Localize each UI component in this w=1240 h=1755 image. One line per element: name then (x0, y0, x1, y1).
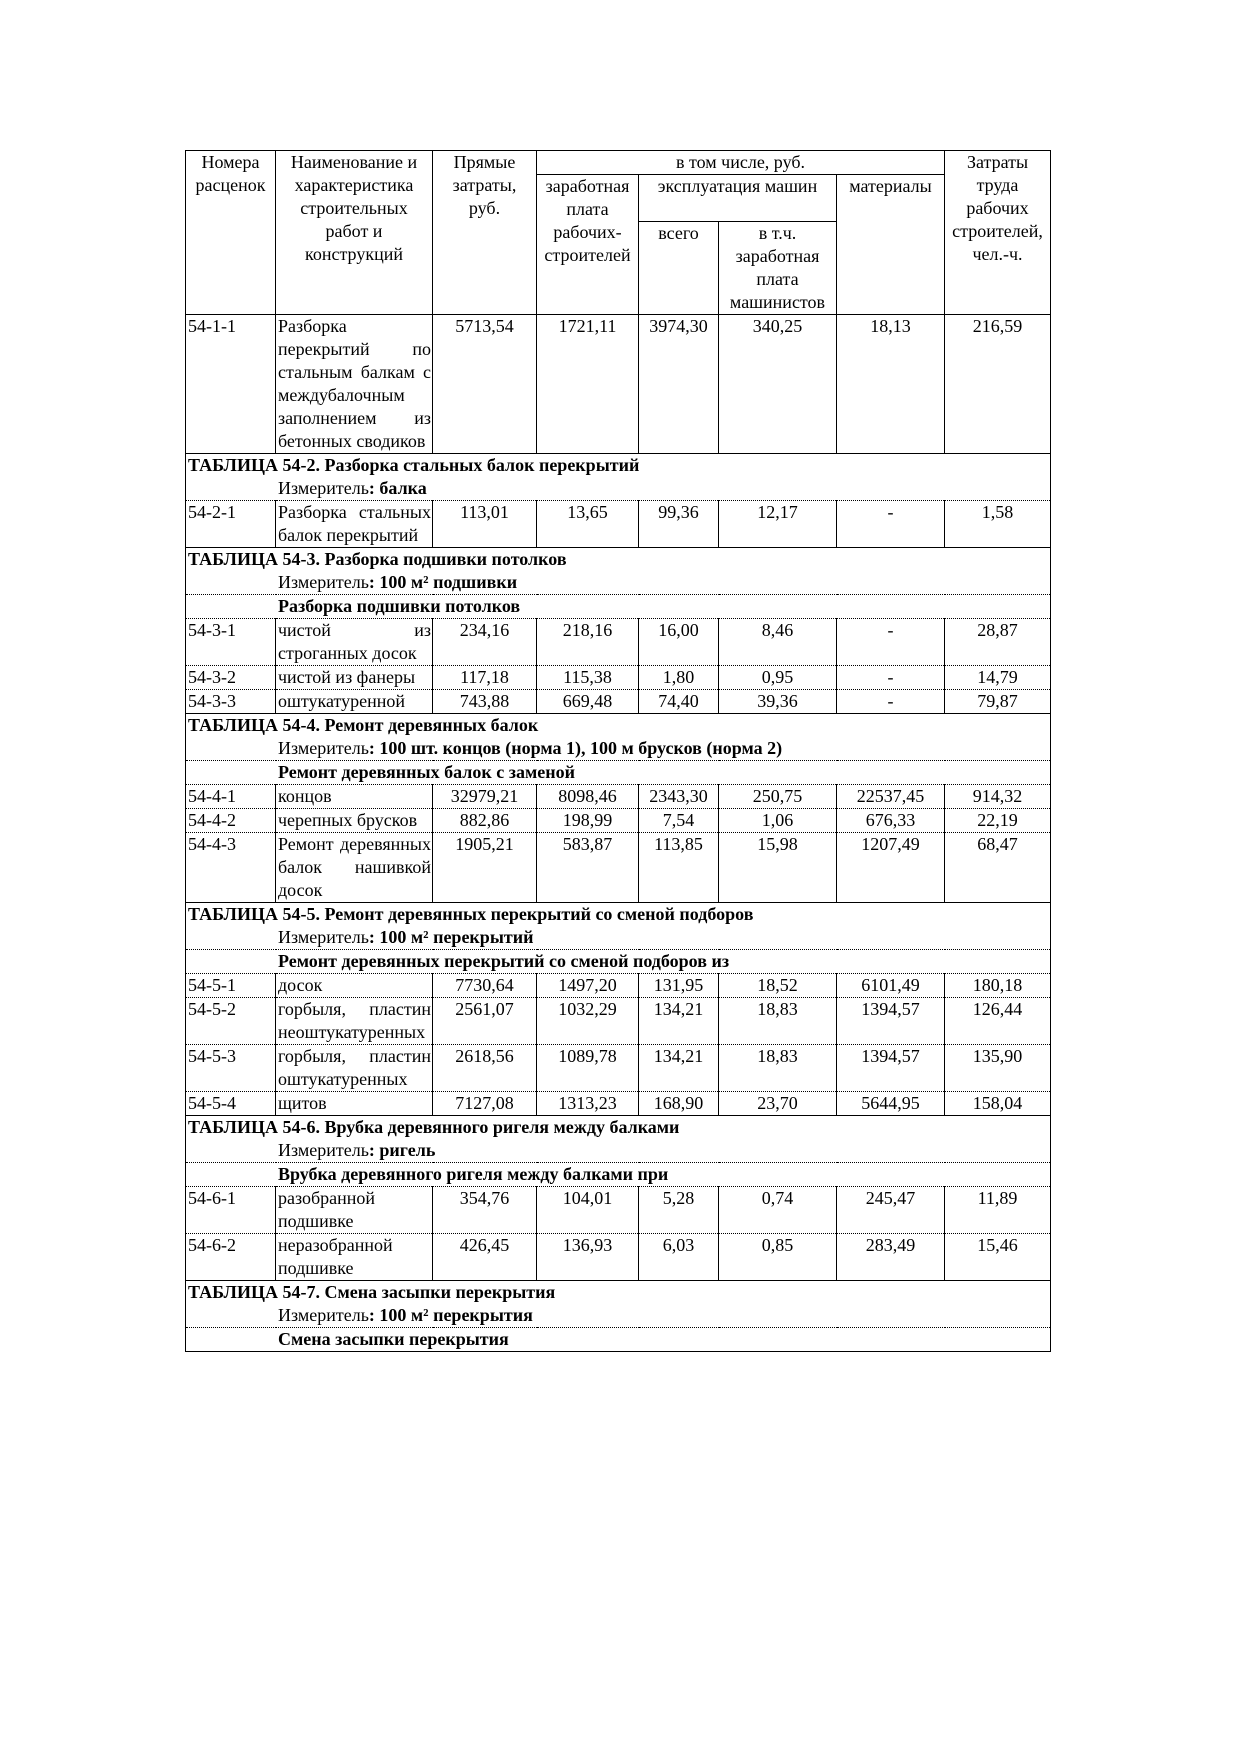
direct-costs: 5713,54 (433, 315, 537, 454)
materials-cost: 1394,57 (837, 1045, 945, 1092)
rate-code: 54-4-1 (186, 785, 276, 809)
direct-costs: 32979,21 (433, 785, 537, 809)
machines-total: 2343,30 (639, 785, 719, 809)
table-row (186, 501, 1051, 548)
machines-total: 6,03 (639, 1234, 719, 1281)
work-name: Ремонт деревянных балок нашивкой досок (276, 833, 433, 903)
measure-label: Измеритель (278, 1305, 369, 1325)
labor-cost: 216,59 (945, 315, 1051, 454)
measure-value: : балка (368, 478, 427, 498)
subsection-title: Ремонт деревянных балок с заменой (278, 762, 575, 782)
subsection-header (186, 595, 1051, 619)
direct-costs: 2618,56 (433, 1045, 537, 1092)
work-name: щитов (276, 1092, 433, 1116)
header-code: Номера расценок (186, 151, 276, 315)
machinist-wages: 23,70 (719, 1092, 837, 1116)
direct-costs: 7127,08 (433, 1092, 537, 1116)
rate-code: 54-3-1 (186, 619, 276, 666)
measure-value: : ригель (368, 1140, 436, 1160)
wages-cell: 104,01 (537, 1187, 639, 1234)
labor-cost: 22,19 (945, 809, 1051, 833)
section-title: ТАБЛИЦА 54-3. Разборка подшивки потолков (188, 549, 567, 569)
machinist-wages: 15,98 (719, 833, 837, 903)
labor-cost: 68,47 (945, 833, 1051, 903)
measure-value: : 100 м² перекрытий (368, 927, 534, 947)
machines-total: 134,21 (639, 1045, 719, 1092)
section-title: ТАБЛИЦА 54-6. Врубка деревянного ригеля между балками (188, 1117, 680, 1137)
work-name: разобранной подшивке (276, 1187, 433, 1234)
wages-cell: 1032,29 (537, 998, 639, 1045)
section-header (186, 714, 1051, 761)
wages-cell: 669,48 (537, 690, 639, 714)
labor-cost: 79,87 (945, 690, 1051, 714)
header-direct-costs: Прямые затраты, руб. (433, 151, 537, 315)
rate-code: 54-4-2 (186, 809, 276, 833)
materials-cost: - (837, 619, 945, 666)
measure-label: Измеритель (278, 738, 369, 758)
work-name: чистой из строганных досок (276, 619, 433, 666)
rate-code: 54-5-2 (186, 998, 276, 1045)
table-row (186, 1045, 1051, 1092)
rate-code: 54-5-4 (186, 1092, 276, 1116)
section-measure (188, 926, 1048, 949)
machinist-wages: 340,25 (719, 315, 837, 454)
work-name: досок (276, 974, 433, 998)
table-row (186, 666, 1051, 690)
materials-cost: 676,33 (837, 809, 945, 833)
labor-cost: 15,46 (945, 1234, 1051, 1281)
section-measure (188, 737, 1048, 760)
work-name: неразобранной подшивке (276, 1234, 433, 1281)
machinist-wages: 18,52 (719, 974, 837, 998)
materials-cost: - (837, 690, 945, 714)
table-row (186, 690, 1051, 714)
table-row (186, 1187, 1051, 1234)
machinist-wages: 0,85 (719, 1234, 837, 1281)
section-measure (188, 477, 1048, 500)
header-machines: эксплуатация машин (639, 175, 837, 222)
machines-total: 3974,30 (639, 315, 719, 454)
materials-cost: 22537,45 (837, 785, 945, 809)
measure-value: : 100 м² перекрытия (368, 1305, 533, 1325)
table-row (186, 809, 1051, 833)
table-header (186, 151, 1051, 315)
labor-cost: 135,90 (945, 1045, 1051, 1092)
rate-code: 54-1-1 (186, 315, 276, 454)
rates-table (185, 150, 1051, 1352)
machines-total: 16,00 (639, 619, 719, 666)
labor-cost: 126,44 (945, 998, 1051, 1045)
wages-cell: 218,16 (537, 619, 639, 666)
rate-code: 54-3-2 (186, 666, 276, 690)
measure-label: Измеритель (278, 927, 369, 947)
subsection-header (186, 1163, 1051, 1187)
labor-cost: 1,58 (945, 501, 1051, 548)
machinist-wages: 0,95 (719, 666, 837, 690)
materials-cost: 245,47 (837, 1187, 945, 1234)
machines-total: 74,40 (639, 690, 719, 714)
header-machines-wages: в т.ч. заработная плата машинистов (719, 222, 837, 315)
subsection-title: Смена засыпки перекрытия (278, 1329, 509, 1349)
header-wages: заработная плата рабочих-строителей (537, 175, 639, 315)
direct-costs: 234,16 (433, 619, 537, 666)
table-row (186, 785, 1051, 809)
table-row (186, 1092, 1051, 1116)
header-including: в том числе, руб. (537, 151, 945, 175)
materials-cost: 18,13 (837, 315, 945, 454)
header-materials: материалы (837, 175, 945, 315)
rate-code: 54-4-3 (186, 833, 276, 903)
table-row (186, 1234, 1051, 1281)
measure-value: : 100 шт. концов (норма 1), 100 м брусков (норма 2) (368, 738, 783, 758)
wages-cell: 1721,11 (537, 315, 639, 454)
direct-costs: 882,86 (433, 809, 537, 833)
wages-cell: 8098,46 (537, 785, 639, 809)
section-measure (188, 1139, 1048, 1162)
machinist-wages: 18,83 (719, 1045, 837, 1092)
machinist-wages: 250,75 (719, 785, 837, 809)
subsection-title: Разборка подшивки потолков (278, 596, 521, 616)
subsection-title: Ремонт деревянных перекрытий со сменой подборов из (278, 951, 730, 971)
section-title: ТАБЛИЦА 54-4. Ремонт деревянных балок (188, 715, 539, 735)
rate-code: 54-6-2 (186, 1234, 276, 1281)
section-measure (188, 571, 1048, 594)
table-row (186, 974, 1051, 998)
labor-cost: 914,32 (945, 785, 1051, 809)
labor-cost: 14,79 (945, 666, 1051, 690)
table-row (186, 833, 1051, 903)
measure-value: : 100 м² подшивки (368, 572, 518, 592)
wages-cell: 115,38 (537, 666, 639, 690)
materials-cost: 283,49 (837, 1234, 945, 1281)
machines-total: 131,95 (639, 974, 719, 998)
table-row (186, 315, 1051, 454)
table-row (186, 619, 1051, 666)
table-row (186, 998, 1051, 1045)
header-labor: Затраты труда рабочих строителей, чел.-ч. (945, 151, 1051, 315)
direct-costs: 7730,64 (433, 974, 537, 998)
wages-cell: 583,87 (537, 833, 639, 903)
direct-costs: 1905,21 (433, 833, 537, 903)
work-name: черепных брусков (276, 809, 433, 833)
machines-total: 168,90 (639, 1092, 719, 1116)
labor-cost: 28,87 (945, 619, 1051, 666)
machines-total: 99,36 (639, 501, 719, 548)
subsection-header (186, 950, 1051, 974)
machinist-wages: 8,46 (719, 619, 837, 666)
section-header (186, 1116, 1051, 1163)
measure-label: Измеритель (278, 1140, 369, 1160)
section-header (186, 903, 1051, 950)
wages-cell: 13,65 (537, 501, 639, 548)
materials-cost: 1394,57 (837, 998, 945, 1045)
wages-cell: 1089,78 (537, 1045, 639, 1092)
wages-cell: 1313,23 (537, 1092, 639, 1116)
header-machines-total: всего (639, 222, 719, 315)
section-title: ТАБЛИЦА 54-2. Разборка стальных балок перекрытий (188, 455, 640, 475)
machinist-wages: 18,83 (719, 998, 837, 1045)
measure-label: Измеритель (278, 478, 369, 498)
rate-code: 54-5-1 (186, 974, 276, 998)
labor-cost: 11,89 (945, 1187, 1051, 1234)
machines-total: 7,54 (639, 809, 719, 833)
subsection-header (186, 761, 1051, 785)
machinist-wages: 12,17 (719, 501, 837, 548)
rate-code: 54-6-1 (186, 1187, 276, 1234)
work-name: оштукатуренной (276, 690, 433, 714)
header-name: Наименование и характеристика строительных работ и конструкций (276, 151, 433, 315)
work-name: Разборка стальных балок перекрытий (276, 501, 433, 548)
materials-cost: 6101,49 (837, 974, 945, 998)
rate-code: 54-5-3 (186, 1045, 276, 1092)
wages-cell: 1497,20 (537, 974, 639, 998)
machinist-wages: 1,06 (719, 809, 837, 833)
section-measure (188, 1304, 1048, 1327)
work-name: концов (276, 785, 433, 809)
direct-costs: 2561,07 (433, 998, 537, 1045)
section-header (186, 1281, 1051, 1328)
section-header (186, 548, 1051, 595)
section-title: ТАБЛИЦА 54-5. Ремонт деревянных перекрытий со сменой подборов (188, 904, 754, 924)
materials-cost: - (837, 501, 945, 548)
machines-total: 113,85 (639, 833, 719, 903)
work-name: горбыля, пластин оштукатуренных (276, 1045, 433, 1092)
labor-cost: 180,18 (945, 974, 1051, 998)
direct-costs: 743,88 (433, 690, 537, 714)
wages-cell: 136,93 (537, 1234, 639, 1281)
rate-code: 54-3-3 (186, 690, 276, 714)
work-name: чистой из фанеры (276, 666, 433, 690)
direct-costs: 354,76 (433, 1187, 537, 1234)
materials-cost: 5644,95 (837, 1092, 945, 1116)
labor-cost: 158,04 (945, 1092, 1051, 1116)
machines-total: 1,80 (639, 666, 719, 690)
machinist-wages: 39,36 (719, 690, 837, 714)
work-name: Разборка перекрытий по стальным балкам с междубалочным заполнением из бетонных сводиков (276, 315, 433, 454)
measure-label: Измеритель (278, 572, 369, 592)
section-title: ТАБЛИЦА 54-7. Смена засыпки перекрытия (188, 1282, 556, 1302)
rate-code: 54-2-1 (186, 501, 276, 548)
machines-total: 5,28 (639, 1187, 719, 1234)
direct-costs: 117,18 (433, 666, 537, 690)
table-body (186, 315, 1051, 1352)
direct-costs: 426,45 (433, 1234, 537, 1281)
machinist-wages: 0,74 (719, 1187, 837, 1234)
wages-cell: 198,99 (537, 809, 639, 833)
machines-total: 134,21 (639, 998, 719, 1045)
work-name: горбыля, пластин неоштукатуренных (276, 998, 433, 1045)
section-header (186, 454, 1051, 501)
materials-cost: - (837, 666, 945, 690)
materials-cost: 1207,49 (837, 833, 945, 903)
subsection-title: Врубка деревянного ригеля между балками при (278, 1164, 669, 1184)
subsection-header (186, 1328, 1051, 1352)
direct-costs: 113,01 (433, 501, 537, 548)
